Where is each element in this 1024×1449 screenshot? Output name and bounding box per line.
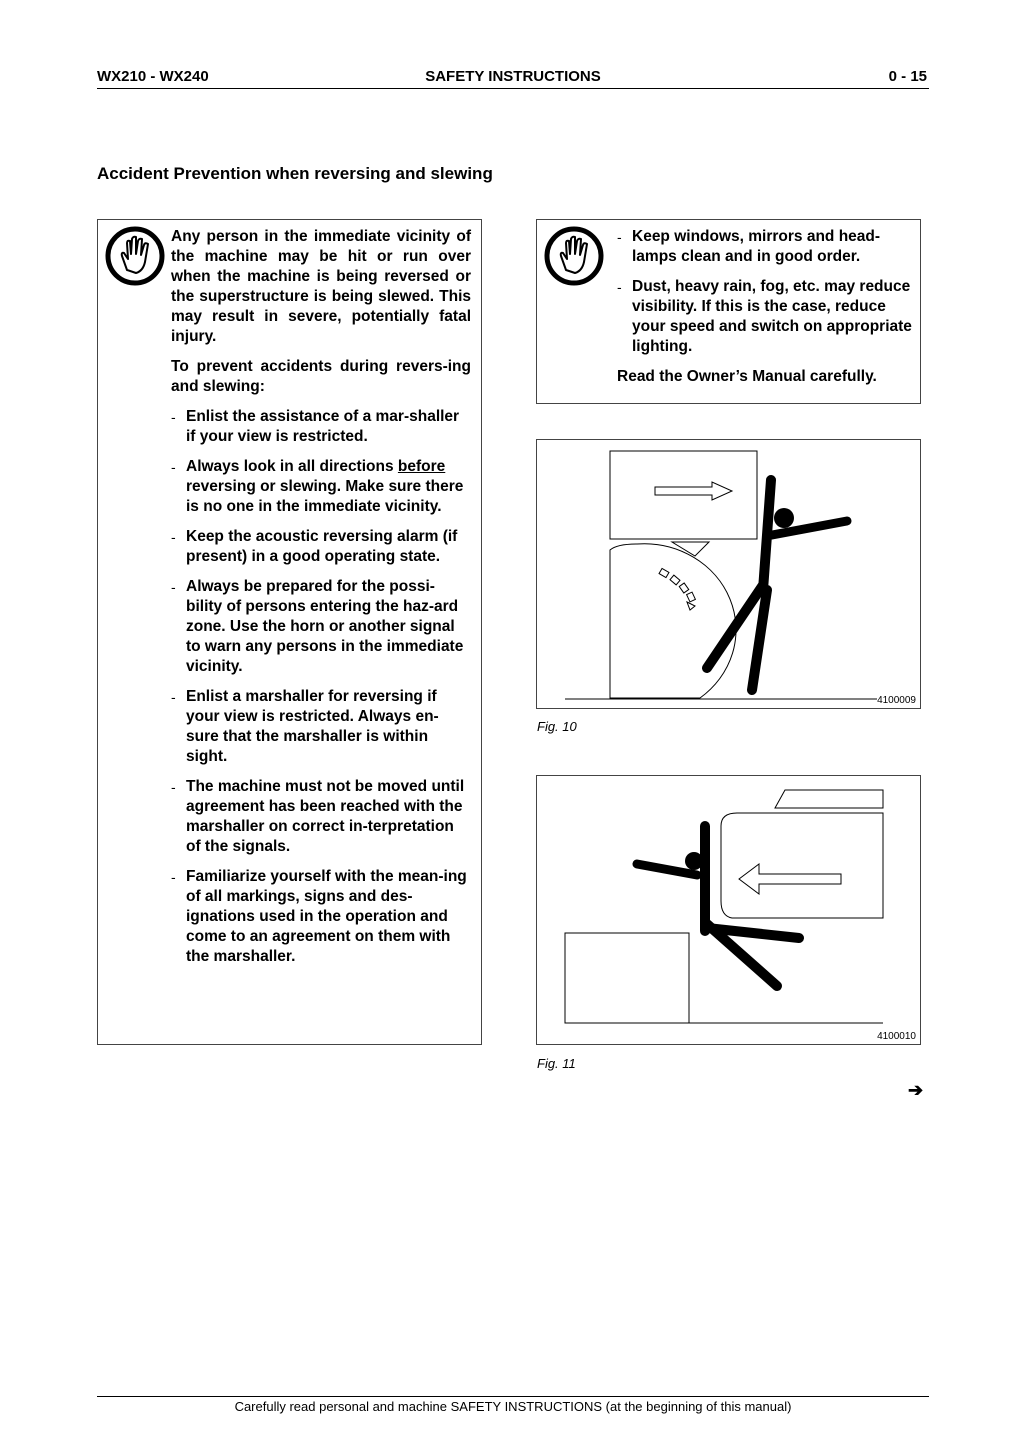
list-item: - Keep the acoustic reversing alarm (if present) in a good operating state.: [171, 528, 458, 565]
header-page-number: 0 - 15: [888, 68, 927, 85]
page-header: [97, 68, 929, 89]
figure-number: 4100009: [877, 695, 916, 706]
list-item: - Enlist a marshaller for reversing if your view is restricted. Always en-sure that the marshaller is within sight.: [171, 688, 439, 765]
header-chapter: SAFETY INSTRUCTIONS: [425, 68, 601, 85]
section-title: Accident Prevention when reversing and slewing: [97, 164, 493, 183]
slewing-illustration: [537, 440, 922, 710]
figure-number: 4100010: [877, 1031, 916, 1042]
list-item: - Always be prepared for the possi-bility of persons entering the haz-ard zone. Use the horn or another signal to warn any persons in the immediate vicinity.: [171, 578, 464, 675]
list-item: - Keep windows, mirrors and head-lamps clean and in good order.: [617, 228, 881, 265]
list-item: - Enlist the assistance of a mar-shaller if your view is restricted.: [171, 408, 460, 445]
figure-10: [536, 439, 921, 709]
list-item: - The machine must not be moved until agreement has been reached with the marshaller on correct in-terpretation of the signals.: [171, 778, 465, 855]
warning-box-right: [536, 219, 921, 404]
emphasis-before: before: [397, 458, 446, 475]
reversing-illustration: [537, 776, 922, 1046]
intro-paragraph: Any person in the immediate vicinity of the machine may be hit or run over when the machine is being reversed or the superstructure is being slewed. This may result in severe, potentially fatal injury.: [171, 228, 471, 345]
figure-caption: Fig. 11: [537, 1056, 576, 1071]
list-item: - Always look in all directions before reversing or slewing. Make sure there is no one in the immediate vicinity.: [171, 458, 464, 515]
stop-hand-icon: [105, 226, 165, 286]
stop-hand-icon: [544, 226, 604, 286]
closing-note: Read the Owner’s Manual carefully.: [617, 368, 877, 385]
figure-11: [536, 775, 921, 1045]
list-item: - Dust, heavy rain, fog, etc. may reduce visibility. If this is the case, reduce your speed and switch on appropriate lighting.: [617, 278, 912, 355]
list-item: - Familiarize yourself with the mean-ing of all markings, signs and des-ignations used in the operation and come to an agreement on them with the marshaller.: [171, 868, 467, 965]
footer-divider: [97, 1396, 929, 1397]
header-model: WX210 - WX240: [97, 68, 209, 85]
lead-paragraph: To prevent accidents during revers-ing and slewing:: [171, 358, 471, 395]
continue-arrow-icon: ➔: [908, 1080, 924, 1100]
warning-box-left: [97, 219, 482, 1045]
figure-caption: Fig. 10: [537, 719, 577, 734]
page-footer: Carefully read personal and machine SAFETY INSTRUCTIONS (at the beginning of this manual): [234, 1399, 792, 1414]
